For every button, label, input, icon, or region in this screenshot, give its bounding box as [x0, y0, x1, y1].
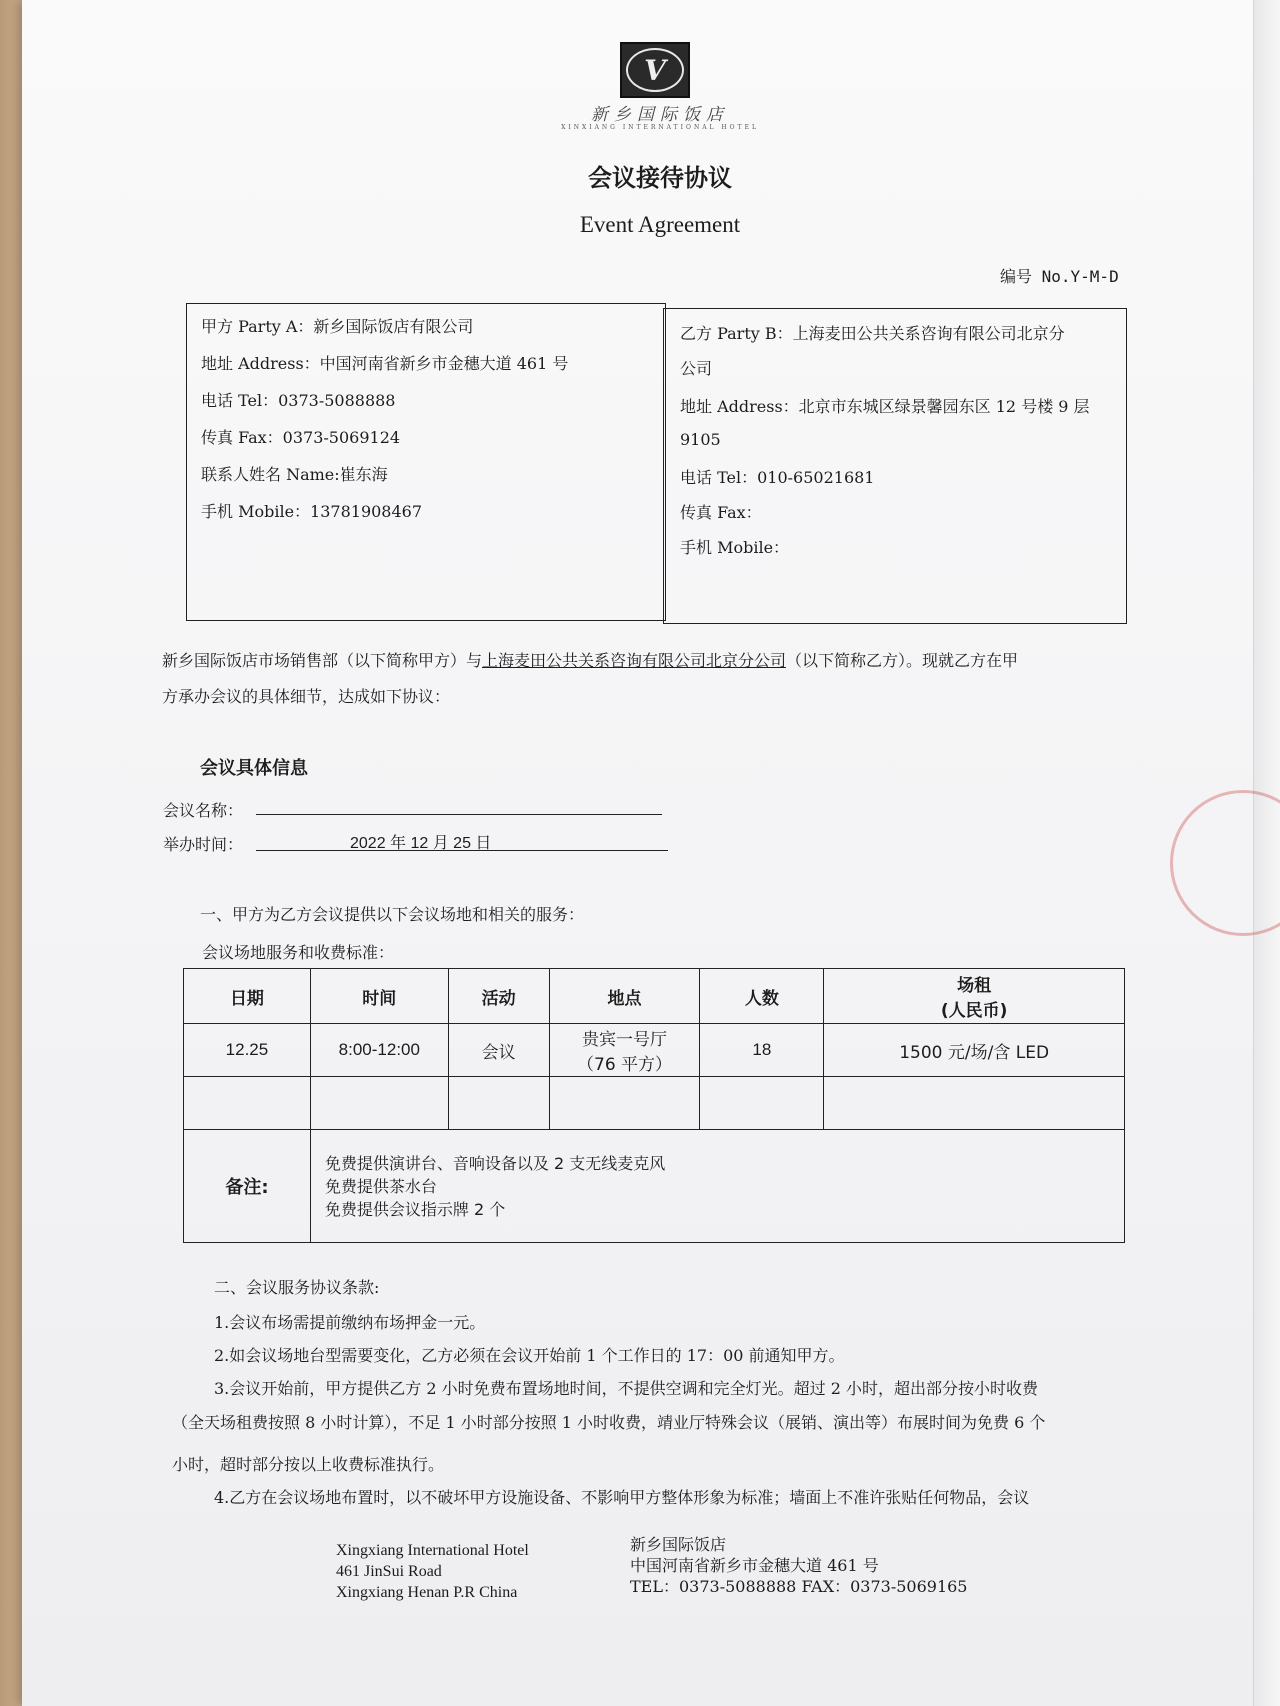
section2-heading: 二、会议服务协议条款:: [214, 1278, 380, 1297]
table-header-row: [184, 969, 1125, 1024]
header-activity: 活动: [448, 969, 549, 1024]
meeting-info-heading: 会议具体信息: [200, 758, 308, 779]
table-row-empty: [184, 1077, 1125, 1130]
header-time: 时间: [310, 969, 448, 1024]
header-location: 地点: [549, 969, 700, 1024]
remark-2: 免费提供茶水台: [324, 1176, 437, 1196]
empty-cell: [824, 1077, 1125, 1130]
section1-heading: 一、甲方为乙方会议提供以下会议场地和相关的服务：: [200, 905, 585, 924]
empty-cell: [700, 1077, 824, 1130]
hotel-name-cn: 新乡国际饭店: [591, 105, 729, 125]
footer-en-line2: 461 JinSui Road: [336, 1563, 442, 1580]
header-date: 日期: [184, 969, 311, 1024]
party-b-address-line2: 9105: [680, 430, 721, 449]
party-a-tel: 电话 Tel：0373-5088888: [201, 391, 396, 410]
header-rent-line2: (人民币): [940, 1001, 1008, 1021]
intro-line2: 方承办会议的具体细节，达成如下协议：: [162, 687, 451, 706]
hotel-logo: [620, 42, 690, 98]
clause-3-line1: 3.会议开始前，甲方提供乙方 2 小时免费布置场地时间，不提供空调和完全灯光。超过 2 小时，超出部分按小时收费: [214, 1379, 1038, 1398]
footer-cn-line1: 新乡国际饭店: [630, 1535, 727, 1554]
logo-letter: V: [626, 48, 684, 92]
footer-cn: [630, 1534, 968, 1597]
cell-location: [549, 1024, 700, 1077]
empty-cell: [184, 1077, 311, 1130]
clause-1: 1.会议布场需提前缴纳布场押金一元。: [214, 1313, 486, 1332]
cell-location-line2: （76 平方）: [577, 1055, 673, 1075]
intro-part2: （以下简称乙方）。现就乙方在甲: [786, 651, 1019, 670]
intro-line1: [162, 648, 1018, 671]
cell-people: 18: [700, 1024, 824, 1077]
party-b-address-line1: 地址 Address：北京市东城区绿景馨园东区 12 号楼 9 层: [680, 397, 1090, 416]
empty-cell: [310, 1077, 448, 1130]
party-b-name-line2: 公司: [680, 359, 713, 378]
party-b-mobile: 手机 Mobile：: [680, 538, 790, 557]
footer-cn-line2: 中国河南省新乡市金穗大道 461 号: [630, 1556, 879, 1575]
party-b-box: [663, 308, 1127, 624]
cell-rent: 1500 元/场/含 LED: [824, 1024, 1125, 1077]
footer-cn-line3: TEL：0373-5088888 FAX：0373-5069165: [630, 1577, 968, 1596]
section1-subheading: 会议场地服务和收费标准：: [202, 943, 395, 962]
party-a-contact: 联系人姓名 Name:崔东海: [201, 465, 388, 484]
party-a-fax: 传真 Fax：0373-5069124: [201, 428, 401, 447]
table-row: [184, 1024, 1125, 1077]
document-title-cn: 会议接待协议: [588, 164, 732, 192]
remarks-text: [310, 1130, 1124, 1243]
remark-3: 免费提供会议指示牌 2 个: [324, 1199, 506, 1219]
empty-cell: [549, 1077, 700, 1130]
empty-cell: [448, 1077, 549, 1130]
document-number: 编号 No.Y-M-D: [1000, 267, 1119, 286]
clause-4: 4.乙方在会议场地布置时，以不破坏甲方设施设备、不影响甲方整体形象为标准；墙面上不准许张贴任何物品，会议: [214, 1488, 1030, 1507]
footer-en-line3: Xingxiang Henan P.R China: [336, 1584, 518, 1601]
meeting-date-label: 举办时间：: [163, 835, 244, 854]
cell-time: 8:00-12:00: [310, 1024, 448, 1077]
venue-table: [183, 968, 1125, 1243]
clause-3-line2: （全天场租费按照 8 小时计算），不足 1 小时部分按照 1 小时收费，靖业厅特殊会议（展销、演出等）布展时间为免费 6 个: [172, 1413, 1046, 1432]
clause-2: 2.如会议场地台型需要变化，乙方必须在会议开始前 1 个工作日的 17：00 前通知甲方。: [214, 1346, 845, 1365]
party-a-box: [186, 303, 666, 621]
party-b-tel: 电话 Tel：010-65021681: [680, 468, 875, 487]
meeting-date-value: 2022 年 12 月 25 日: [350, 835, 492, 852]
party-a-address: 地址 Address：中国河南省新乡市金穗大道 461 号: [201, 354, 569, 373]
intro-company: 上海麦田公共关系咨询有限公司北京分公司: [482, 651, 787, 670]
cell-location-line1: 贵宾一号厅: [582, 1030, 668, 1050]
remarks-label: 备注:: [184, 1130, 311, 1243]
footer-en: [336, 1540, 529, 1603]
meeting-name-line: [256, 814, 662, 815]
remarks-row: [184, 1130, 1125, 1243]
cell-date: 12.25: [184, 1024, 311, 1077]
party-a-name: 甲方 Party A：新乡国际饭店有限公司: [201, 317, 474, 336]
footer-en-line1: Xingxiang International Hotel: [336, 1542, 529, 1559]
intro-part1: 新乡国际饭店市场销售部（以下简称甲方）与: [162, 651, 483, 670]
party-b-fax: 传真 Fax：: [680, 503, 762, 522]
remark-1: 免费提供演讲台、音响设备以及 2 支无线麦克风: [324, 1153, 666, 1173]
header-rent-line1: 场租: [957, 976, 992, 996]
party-a-mobile: 手机 Mobile：13781908467: [201, 502, 423, 521]
party-b-name-line1: 乙方 Party B：上海麦田公共关系咨询有限公司北京分: [680, 324, 1065, 343]
header-rent: [824, 969, 1125, 1024]
clause-3-line3: 小时，超时部分按以上收费标准执行。: [172, 1455, 445, 1474]
document-title-en: Event Agreement: [579, 212, 741, 237]
header-people: 人数: [700, 969, 824, 1024]
cell-activity: 会议: [448, 1024, 549, 1077]
hotel-name-en: XINXIANG INTERNATIONAL HOTEL: [561, 124, 759, 131]
meeting-name-label: 会议名称：: [163, 801, 244, 820]
